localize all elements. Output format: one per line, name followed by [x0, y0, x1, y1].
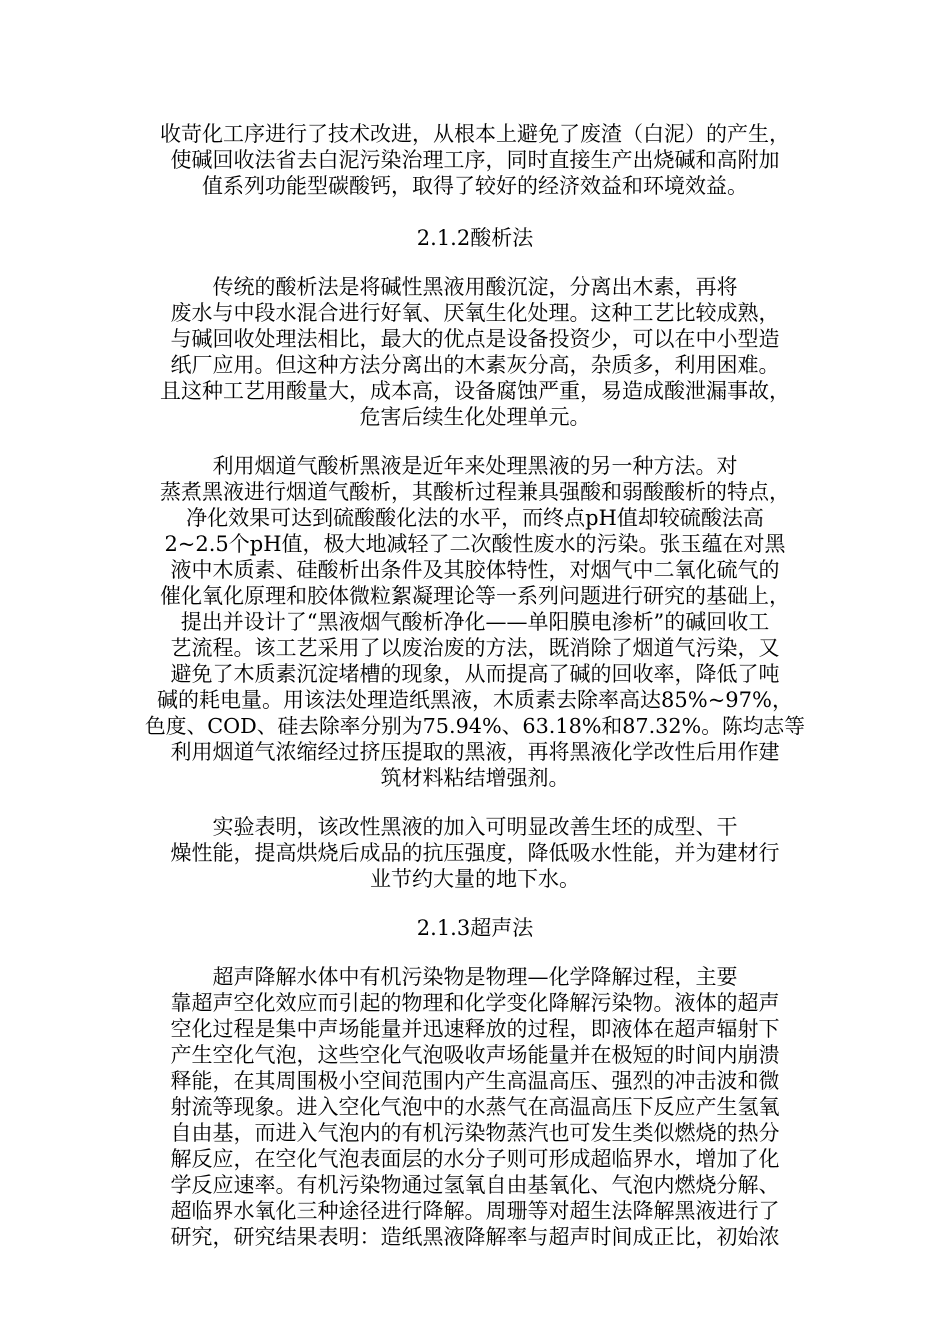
paragraph-line: 避免了木质素沉淀堵槽的现象，从而提高了碱的回收率，降低了吨 [170, 662, 780, 686]
paragraph-line: 艺流程。该工艺采用了以废治废的方法，既消除了烟道气污染，又 [170, 636, 780, 660]
paragraph-line: 燥性能，提高烘烧后成品的抗压强度，降低吸水性能，并为建材行 [170, 841, 780, 865]
paragraph-line: 利用烟道气酸析黑液是近年来处理黑液的另一种方法。对 [212, 454, 738, 478]
paragraph-line: 释能，在其周围极小空间范围内产生高温高压、强烈的冲击波和微 [170, 1069, 780, 1093]
paragraph-line: 碱的耗电量。用该法处理造纸黑液，木质素去除率高达85%~97%， [157, 688, 793, 712]
paragraph-line: 危害后续生化处理单元。 [359, 405, 591, 429]
paragraph-line: 靠超声空化效应而引起的物理和化学变化降解污染物。液体的超声 [170, 991, 780, 1015]
paragraph-line: 学反应速率。有机污染物通过氢氧自由基氧化、气泡内燃烧分解、 [170, 1173, 780, 1197]
paragraph-line: 色度、COD、硅去除率分别为75.94%、63.18%和87.32%。陈均志等 [145, 714, 805, 738]
paragraph-line: 与碱回收处理法相比，最大的优点是设备投资少，可以在中小型造 [170, 327, 780, 351]
paragraph-line: 研究，研究结果表明：造纸黑液降解率与超声时间成正比，初始浓 [170, 1225, 780, 1249]
paragraph-line: 且这种工艺用酸量大，成本高，设备腐蚀严重，易造成酸泄漏事故， [160, 379, 790, 403]
paragraph-line: 利用烟道气浓缩经过挤压提取的黑液，再将黑液化学改性后用作建 [170, 740, 780, 764]
paragraph-line: 空化过程是集中声场能量并迅速释放的过程，即液体在超声辐射下 [170, 1017, 780, 1041]
paragraph-line: 自由基，而进入气泡内的有机污染物蒸汽也可发生类似燃烧的热分 [170, 1121, 780, 1145]
paragraph-line: 收苛化工序进行了技术改进，从根本上避免了废渣（白泥）的产生， [160, 122, 790, 146]
paragraph-line: 传统的酸析法是将碱性黑液用酸沉淀，分离出木素，再将 [212, 275, 738, 299]
paragraph-line: 2~2.5个pH值，极大地减轻了二次酸性废水的污染。张玉蕴在对黑 [164, 532, 786, 556]
paragraph-line: 射流等现象。进入空化气泡中的水蒸气在高温高压下反应产生氢氧 [170, 1095, 780, 1119]
paragraph-line: 业节约大量的地下水。 [370, 867, 580, 891]
paragraph-line: 使碱回收法省去白泥污染治理工序，同时直接生产出烧碱和高附加 [170, 148, 780, 172]
paragraph-line: 超声降解水体中有机污染物是物理—化学降解过程，主要 [212, 965, 738, 989]
section-heading: 2.1.3超声法 [416, 916, 534, 940]
paragraph-line: 筑材料粘结增强剂。 [380, 766, 570, 790]
paragraph-line: 提出并设计了“黑液烟气酸析净化——单阳膜电渗析”的碱回收工 [180, 610, 770, 634]
paragraph-line: 净化效果可达到硫酸酸化法的水平，而终点pH值却较硫酸法高 [186, 506, 764, 530]
paragraph-line: 超临界水氧化三种途径进行降解。周珊等对超生法降解黑液进行了 [170, 1199, 780, 1223]
paragraph-line: 产生空化气泡，这些空化气泡吸收声场能量并在极短的时间内崩溃 [170, 1043, 780, 1067]
paragraph-line: 值系列功能型碳酸钙，取得了较好的经济效益和环境效益。 [202, 174, 748, 198]
paragraph-line: 解反应，在空化气泡表面层的水分子则可形成超临界水，增加了化 [170, 1147, 780, 1171]
paragraph-line: 液中木质素、硅酸析出条件及其胶体特性，对烟气中二氧化硫气的 [170, 558, 780, 582]
paragraph-line: 催化氧化原理和胶体微粒絮凝理论等一系列问题进行研究的基础上， [160, 584, 790, 608]
paragraph-line: 废水与中段水混合进行好氧、厌氧生化处理。这种工艺比较成熟， [170, 301, 780, 325]
section-heading: 2.1.2酸析法 [416, 226, 534, 250]
paragraph-line: 蒸煮黑液进行烟道气酸析，其酸析过程兼具强酸和弱酸酸析的特点， [160, 480, 790, 504]
paragraph-line: 实验表明，该改性黑液的加入可明显改善生坯的成型、干 [212, 815, 738, 839]
paragraph-line: 纸厂应用。但这种方法分离出的木素灰分高，杂质多，利用困难。 [170, 353, 780, 377]
